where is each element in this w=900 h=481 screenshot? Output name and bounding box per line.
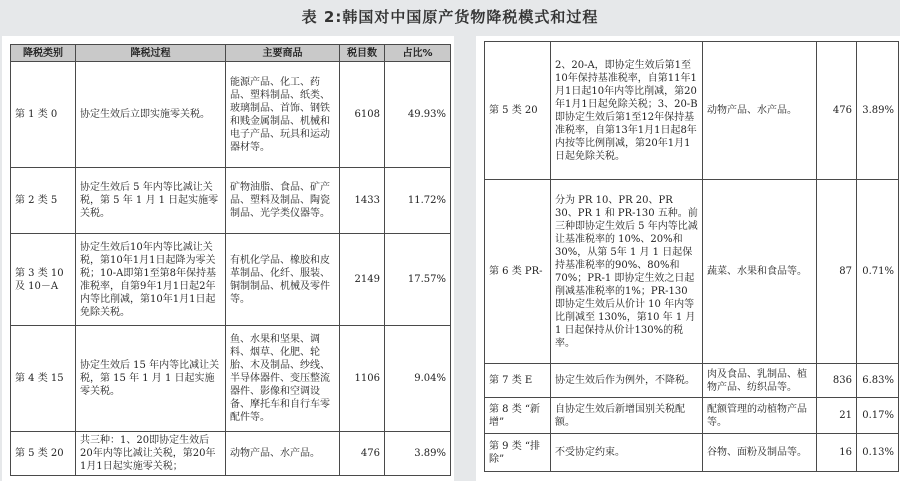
process-cell: 协定生效后立即实施零关税。 [76, 62, 226, 168]
category-cell: 第 6 类 PR- [485, 180, 551, 364]
process-cell: 分为 PR 10、PR 20、PR 30、PR 1 和 PR-130 五种。前三种即协定生效后 5 年内等比减让基准税率的 10%、20%和 30%，从第 5年 1 月 1 日起保持基准税率的90%、80%和 70%；PR-1 即协定生效之日起削减基准税率的1%；PR-130 即协定生效后从价计 10 年内等比削减至 130%，第10 年 1 月 1 日起保持从价计130%的税率。 [551, 180, 703, 364]
goods-cell: 矿物油脂、食品、矿产品、塑料及制品、陶瓷制品、光学类仪器等。 [226, 168, 340, 234]
tariff-table-right [484, 41, 899, 472]
table-row [485, 42, 899, 180]
table-title: 表 2:韩国对中国原产货物降税模式和过程 [301, 8, 599, 26]
goods-cell: 蔬菜、水果和食品等。 [703, 180, 817, 364]
category-cell: 第 5 类 20 [485, 42, 551, 180]
category-cell: 第 2 类 5 [11, 168, 76, 234]
share-cell: 0.71% [857, 180, 899, 364]
category-cell: 第 4 类 15 [11, 326, 76, 432]
goods-cell: 肉及食品、乳制品、植物产品、纺织品等。 [703, 364, 817, 398]
tax-lines-cell: 836 [817, 364, 857, 398]
tariff-table-left [10, 44, 451, 476]
tax-lines-cell: 1106 [340, 326, 385, 432]
left-table-panel [2, 36, 454, 481]
goods-cell: 有机化学品、橡胶和皮革制品、化纤、服装、铜制制品、机械及零件等。 [226, 234, 340, 326]
goods-cell: 动物产品、水产品。 [703, 42, 817, 180]
right-table-panel [476, 36, 900, 481]
process-cell: 不受协定约束。 [551, 434, 703, 472]
process-cell: 协定生效后 5 年内等比减让关税，第 5 年 1 月 1 日起实施零关税。 [76, 168, 226, 234]
tax-lines-cell: 16 [817, 434, 857, 472]
process-cell: 协定生效后 15 年内等比减让关税，第 15 年 1 月 1 日起实施零关税。 [76, 326, 226, 432]
process-cell: 自协定生效后新增国别关税配额。 [551, 398, 703, 434]
share-cell: 6.83% [857, 364, 899, 398]
process-cell: 2、20-A，即协定生效后第1至10年保持基准税率，自第11年1月1日起10年内等比削减，第20年1月1日起免除关税；3、20-B即协定生效后第1至12年保持基准税率，自第13年1月1日起8年内按等比例削减，第20年1月1日起免除关税。 [551, 42, 703, 180]
share-cell: 0.17% [857, 398, 899, 434]
table-row [11, 62, 451, 168]
process-cell: 协定生效后作为例外，不降税。 [551, 364, 703, 398]
tax-lines-cell: 2149 [340, 234, 385, 326]
goods-cell: 配额管理的动植物产品等。 [703, 398, 817, 434]
share-cell: 49.93% [385, 62, 451, 168]
table-row [11, 234, 451, 326]
header-goods: 主要商品 [226, 45, 340, 62]
goods-cell: 谷物、面粉及制品等。 [703, 434, 817, 472]
table-row [485, 364, 899, 398]
table-row [485, 180, 899, 364]
header-share: 占比% [385, 45, 451, 62]
table-row [11, 432, 451, 476]
process-cell: 协定生效后10年内等比减让关税，第10年1月1日起降为零关税；10-A即第1至第8年保持基准税率，自第9年1月1日起2年内等比削减，第10年1月1日起免除关税。 [76, 234, 226, 326]
share-cell: 11.72% [385, 168, 451, 234]
share-cell: 9.04% [385, 326, 451, 432]
goods-cell: 动物产品、水产品。 [226, 432, 340, 476]
category-cell: 第 1 类 0 [11, 62, 76, 168]
category-cell: 第 9 类 “排除” [485, 434, 551, 472]
table-row [11, 168, 451, 234]
header-category: 降税类别 [11, 45, 76, 62]
tax-lines-cell: 476 [340, 432, 385, 476]
category-cell: 第 8 类 “新增” [485, 398, 551, 434]
share-cell: 0.13% [857, 434, 899, 472]
tax-lines-cell: 476 [817, 42, 857, 180]
goods-cell: 鱼、水果和坚果、调料、烟草、化肥、轮胎、木及制品、纱线、半导体器件、变压整流器件、影像和空调设备、摩托车和自行车零配件等。 [226, 326, 340, 432]
process-cell: 共三种：1、20即协定生效后20年内等比减让关税，第20年1月1日起实施零关税； [76, 432, 226, 476]
table-row [11, 326, 451, 432]
tax-lines-cell: 21 [817, 398, 857, 434]
category-cell: 第 5 类 20 [11, 432, 76, 476]
category-cell: 第 3 类 10及 10－A [11, 234, 76, 326]
share-cell: 17.57% [385, 234, 451, 326]
share-cell: 3.89% [857, 42, 899, 180]
share-cell: 3.89% [385, 432, 451, 476]
table-row [485, 434, 899, 472]
table-row [485, 398, 899, 434]
table-header-row [11, 45, 451, 62]
header-tax-lines: 税目数 [340, 45, 385, 62]
header-process: 降税过程 [76, 45, 226, 62]
tax-lines-cell: 87 [817, 180, 857, 364]
goods-cell: 能源产品、化工、药品、塑料制品、纸类、玻璃制品、首饰、钢铁和贱金属制品、机械和电子产品、玩具和运动器材等。 [226, 62, 340, 168]
category-cell: 第 7 类 E [485, 364, 551, 398]
tax-lines-cell: 6108 [340, 62, 385, 168]
tax-lines-cell: 1433 [340, 168, 385, 234]
